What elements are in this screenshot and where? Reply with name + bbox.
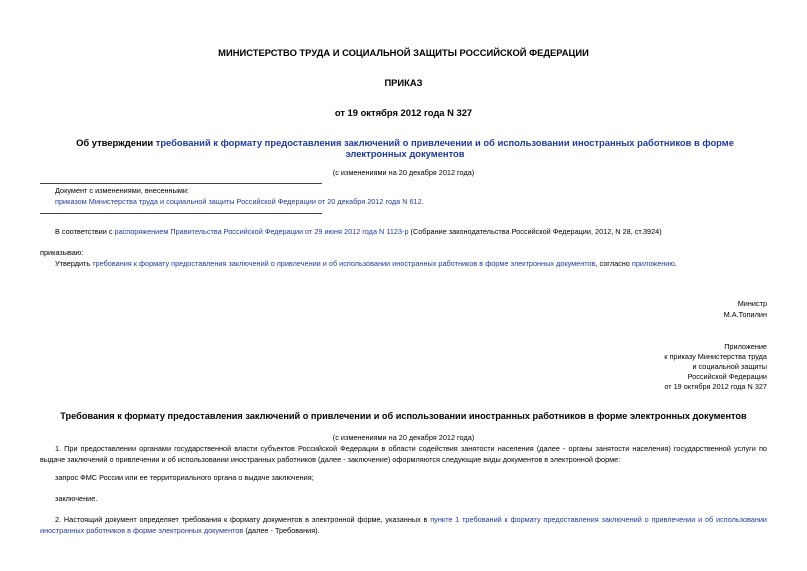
title-prefix: Об утверждении: [76, 137, 156, 148]
paragraph-1: 1. При предоставлении органами государственной власти субъектов Российской Федерации в области содействия занятости населения (далее - органы занятости населения) государственной услуги по выдаче заключений о привлечении и об использовании иностранных работников (далее - заключение) оформляются следующие виды документов в электронной форме:: [40, 444, 767, 464]
paragraph-2-prefix: 2. Настоящий документ определяет требования к формату документов в электронной форме, указанных в: [55, 515, 431, 524]
requirements-amendment-note: (с изменениями на 20 декабря 2012 года): [332, 433, 475, 442]
paragraph-1-block: [40, 443, 767, 465]
list-item-request: запрос ФМС России или ее территориального органа о выдаче заключения;: [55, 473, 314, 482]
accordance-paragraph: [55, 227, 662, 237]
ministry-heading: МИНИСТЕРСТВО ТРУДА И СОЦИАЛЬНОЙ ЗАЩИТЫ РОССИЙСКОЙ ФЕДЕРАЦИИ: [218, 47, 589, 58]
signature-name: М.А.Топилин: [723, 310, 767, 319]
signature-position: Министр: [737, 299, 767, 308]
requirements-title: Требования к формату предоставления заключений о привлечении и об использовании иностранных работников в форме электронных документов: [60, 411, 747, 421]
paragraph-2-suffix: (далее - Требования).: [243, 526, 320, 535]
approve-suffix: .: [674, 259, 677, 268]
paragraph-2-link[interactable]: пункте 1 требований к формату предоставления заключений о привлечении и об использовании иностранных работников в форме электронных документов: [40, 515, 768, 535]
title-link[interactable]: требований к формату предоставления заключений о привлечении и об использовании иностранных работников в форме электронных документов: [155, 137, 734, 159]
document-title: [55, 137, 755, 159]
paragraph-2: [40, 514, 767, 536]
approve-middle: , согласно: [595, 259, 632, 268]
approve-paragraph: [55, 259, 677, 269]
doc-date-heading: от 19 октября 2012 года N 327: [334, 107, 473, 118]
accordance-link[interactable]: распоряжением Правительства Российской Федерации от 29 июня 2012 года N 1123-р: [114, 227, 409, 236]
appendix-line-2: к приказу Министерства труда: [664, 352, 767, 361]
order-word: приказываю:: [40, 248, 84, 257]
changes-link[interactable]: приказом Министерства труда и социальной защиты Российской Федерации от 20 декабря 2012 года N 612: [55, 197, 422, 206]
changes-label: Документ с изменениями, внесенными:: [55, 186, 189, 195]
appendix-line-1: Приложение: [724, 342, 767, 351]
changes-suffix: .: [421, 197, 424, 206]
accordance-prefix: В соответствии с: [55, 227, 115, 236]
approve-prefix: Утвердить: [55, 259, 93, 268]
appendix-line-3: и социальной защиты: [692, 362, 767, 371]
changes-line: [55, 197, 424, 207]
paragraph-2-block: [40, 514, 767, 536]
doc-type-heading: ПРИКАЗ: [384, 77, 423, 88]
approve-link-appendix[interactable]: приложению: [631, 259, 675, 268]
amendment-note: (с изменениями на 20 декабря 2012 года): [332, 168, 475, 177]
appendix-line-5: от 19 октября 2012 года N 327: [664, 382, 767, 391]
list-item-conclusion: заключение.: [55, 494, 98, 503]
changes-bottom-rule: [40, 213, 322, 214]
approve-link-requirements[interactable]: требования к формату предоставления заключений о привлечении и об использовании иностранных работников в форме электронных документов: [92, 259, 596, 268]
accordance-suffix: (Собрание законодательства Российской Федерации, 2012, N 28, ст.3924): [408, 227, 662, 236]
appendix-line-4: Российской Федерации: [687, 372, 767, 381]
changes-top-rule: [40, 183, 322, 184]
